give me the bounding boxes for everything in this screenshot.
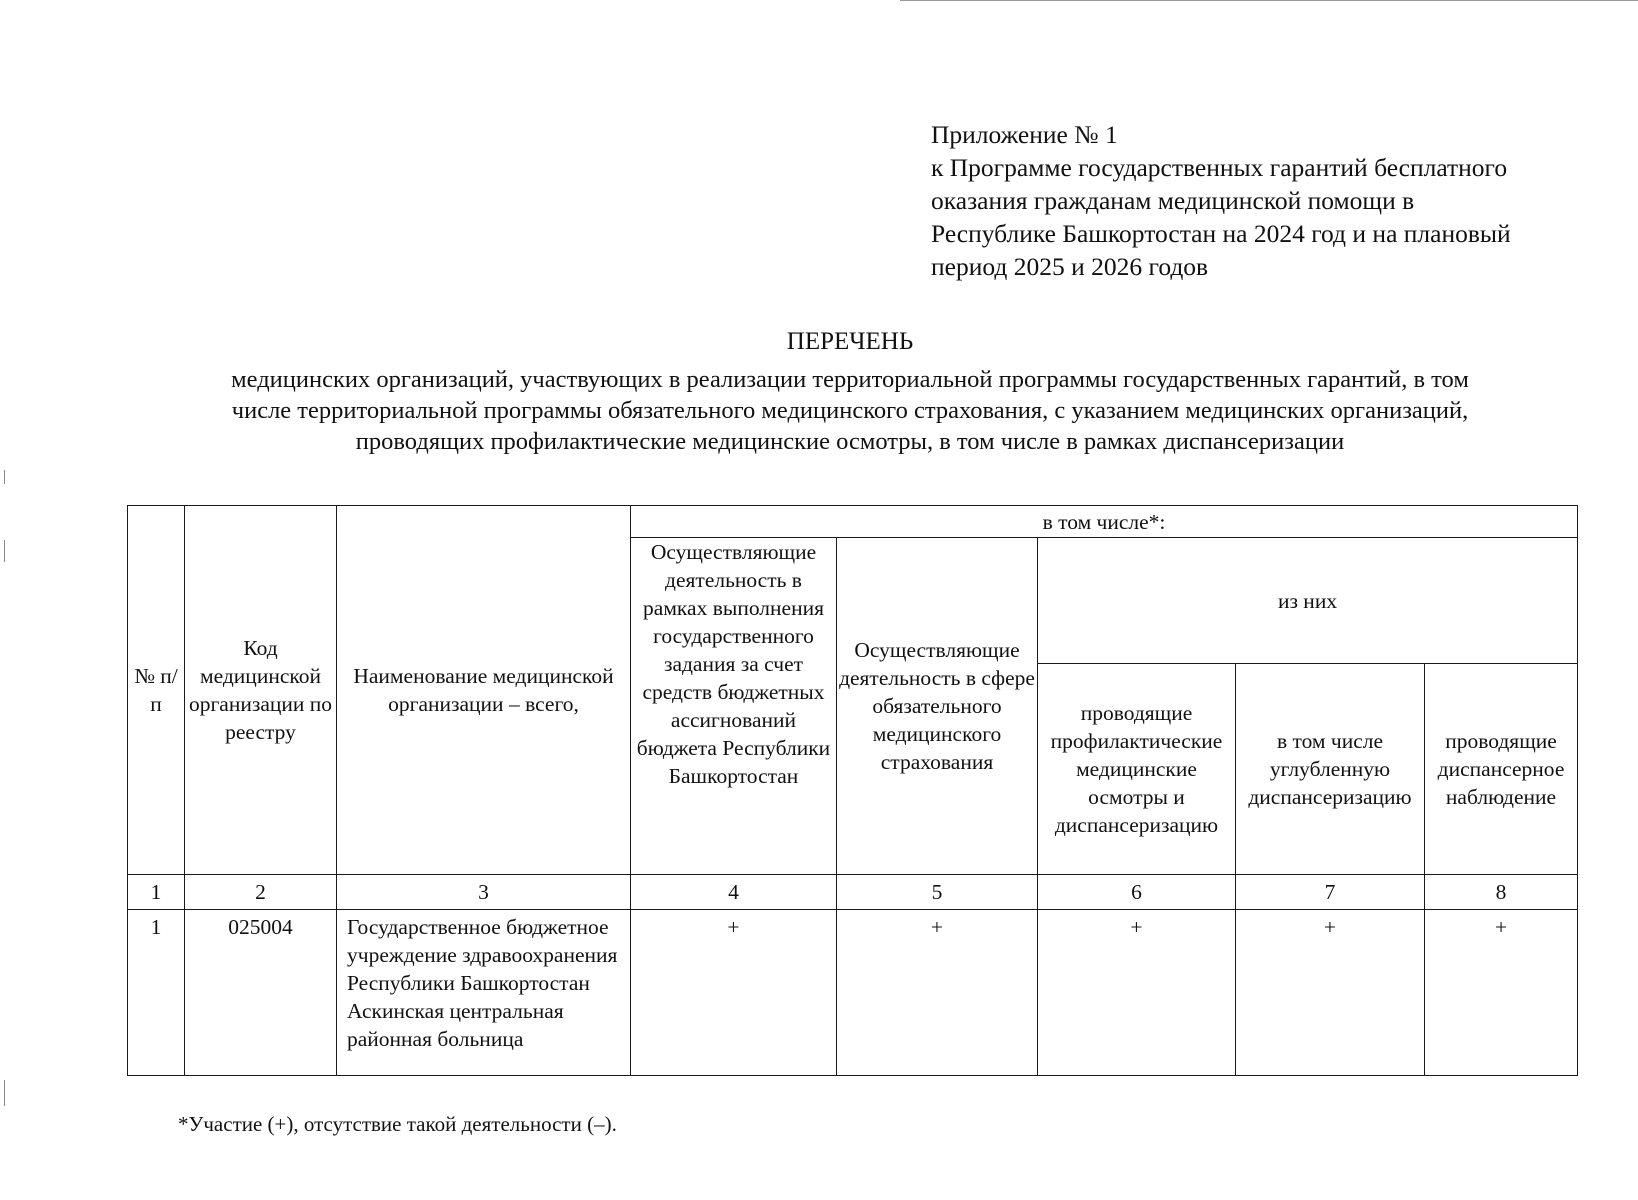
row-budget-mark: + bbox=[631, 910, 837, 1076]
row-prof-mark: + bbox=[1038, 910, 1236, 1076]
header-oms: Осуществляющие деятельность в сфере обязательного медицинского страхования bbox=[837, 538, 1038, 875]
subtitle-line: медицинских организаций, участвующих в реализации территориальной программы государственных гарантий, в том bbox=[231, 366, 1469, 393]
header-of-them: из них bbox=[1038, 538, 1578, 664]
column-number: 8 bbox=[1425, 875, 1578, 910]
column-number: 1 bbox=[128, 875, 185, 910]
header-deep: в том числе углубленную диспансеризацию bbox=[1236, 664, 1425, 875]
column-number: 2 bbox=[185, 875, 337, 910]
document-title: ПЕРЕЧЕНЬ bbox=[786, 328, 914, 355]
header-code: Код медицинской организации по реестру bbox=[185, 506, 337, 875]
row-num: 1 bbox=[128, 910, 185, 1076]
appendix-header bbox=[931, 118, 1591, 283]
row-oms-mark: + bbox=[837, 910, 1038, 1076]
scan-top-edge-line bbox=[900, 0, 1638, 1]
header-disp: проводящие диспансерное наблюдение bbox=[1425, 664, 1578, 875]
column-number: 6 bbox=[1038, 875, 1236, 910]
subtitle-line: числе территориальной программы обязательного медицинского страхования, с указанием медицинских организаций, bbox=[231, 397, 1469, 424]
header-budget: Осуществляющие деятельность в рамках выполнения государственного задания за счет средств бюджетных ассигнований бюджета Республики Башкортостан bbox=[631, 538, 837, 875]
appendix-line: Республике Башкортостан на 2024 год и на плановый bbox=[931, 219, 1511, 248]
column-numbers-row bbox=[128, 875, 1578, 910]
column-number: 3 bbox=[337, 875, 631, 910]
column-number: 4 bbox=[631, 875, 837, 910]
subtitle-line: проводящих профилактические медицинские осмотры, в том числе в рамках диспансеризации bbox=[355, 428, 1345, 455]
header-prof: проводящие профилактические медицинские осмотры и диспансеризацию bbox=[1038, 664, 1236, 875]
row-disp-mark: + bbox=[1425, 910, 1578, 1076]
row-deep-mark: + bbox=[1236, 910, 1425, 1076]
footnote: *Участие (+), отсутствие такой деятельности (–). bbox=[178, 1112, 617, 1136]
table-row bbox=[128, 910, 1578, 1076]
appendix-line: период 2025 и 2026 годов bbox=[931, 252, 1209, 281]
scan-margin-mark bbox=[4, 1080, 5, 1106]
scan-margin-mark bbox=[4, 540, 5, 562]
row-name: Государственное бюджетное учреждение здравоохранения Республики Башкортостан Аскинская центральная районная больница bbox=[337, 910, 631, 1076]
appendix-line: к Программе государственных гарантий бесплатного bbox=[931, 153, 1508, 182]
column-number: 5 bbox=[837, 875, 1038, 910]
column-number: 7 bbox=[1236, 875, 1425, 910]
header-num: № п/п bbox=[128, 506, 185, 875]
appendix-line: оказания гражданам медицинской помощи в bbox=[931, 186, 1415, 215]
header-including: в том числе*: bbox=[631, 506, 1578, 538]
organizations-table bbox=[127, 505, 1578, 1076]
document-subtitle bbox=[100, 364, 1600, 457]
appendix-line: Приложение № 1 bbox=[931, 120, 1118, 149]
scan-margin-mark bbox=[4, 470, 5, 484]
row-code: 025004 bbox=[185, 910, 337, 1076]
header-name: Наименование медицинской организации – всего, bbox=[337, 506, 631, 875]
